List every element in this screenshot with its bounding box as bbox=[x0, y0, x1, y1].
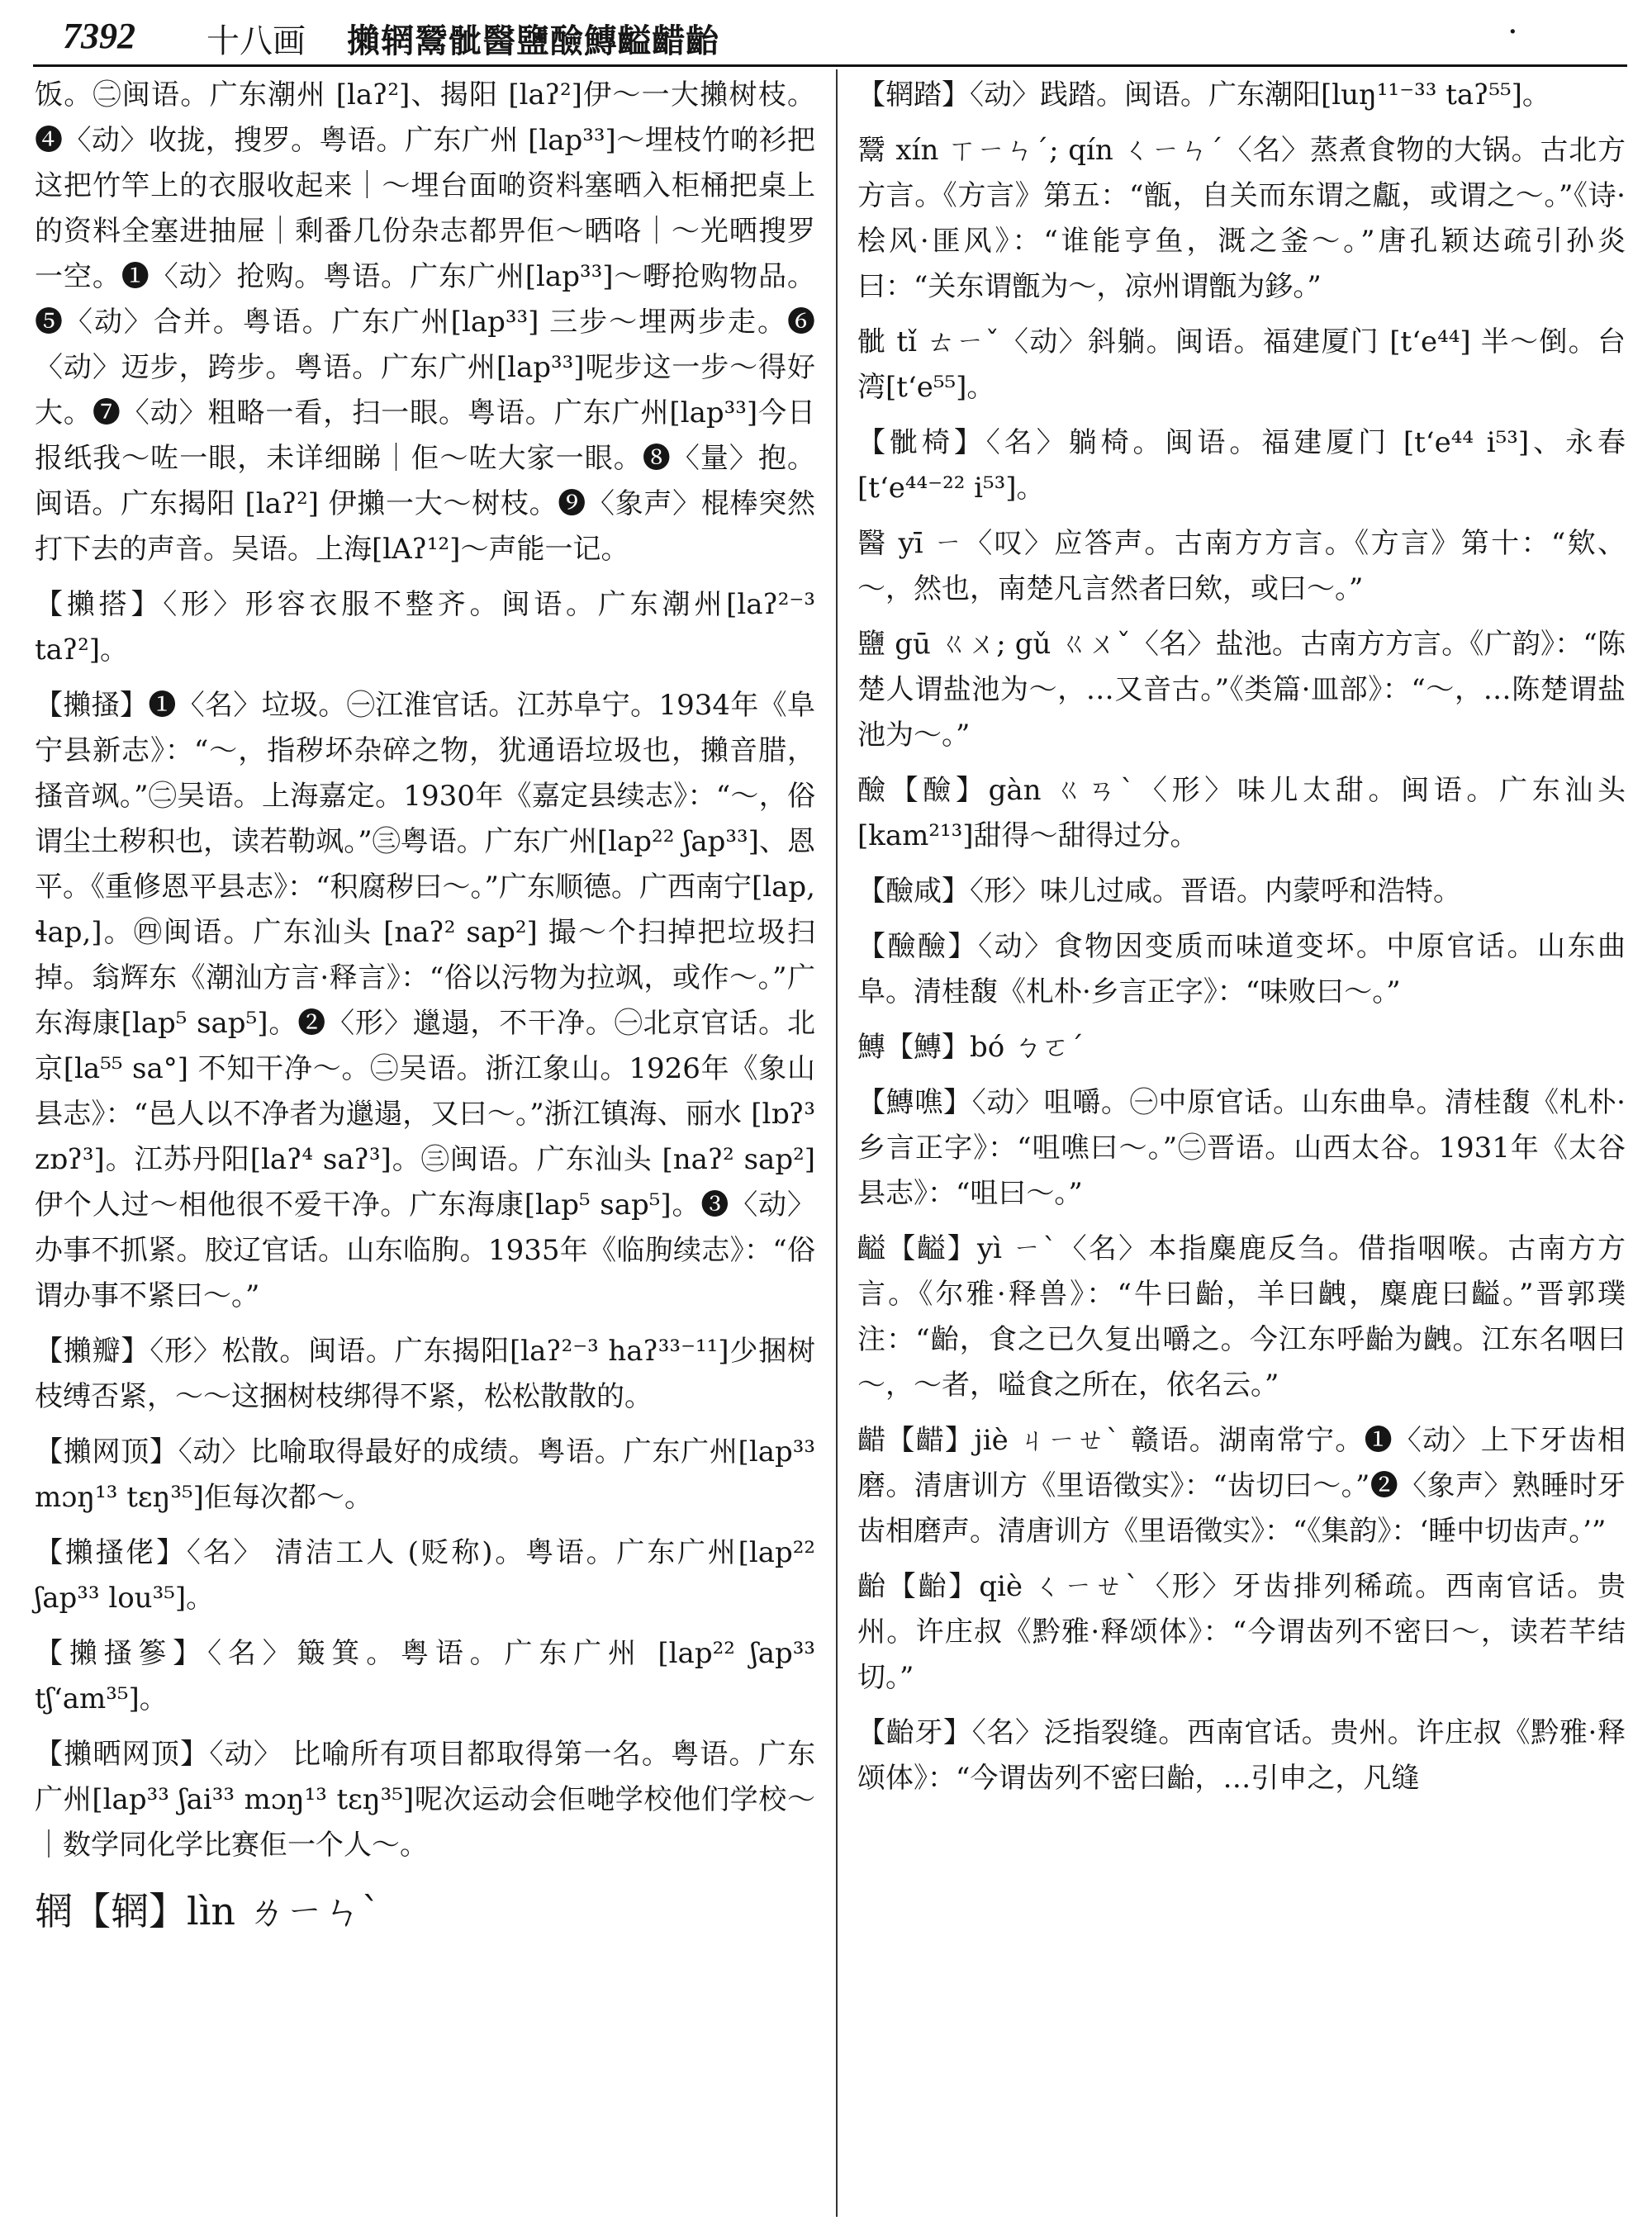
page-header bbox=[33, 10, 1627, 59]
entry-ti: 骴 tǐ ㄊㄧˇ〈动〉斜躺。闽语。福建厦门 [tʻe⁴⁴] 半～倒。台湾[tʻe⁵⁵]。 bbox=[857, 325, 1626, 404]
page-number: 7392 bbox=[63, 16, 135, 56]
entry-la-wang-ding: 【攋网顶】〈动〉比喻取得最好的成绩。粤语。广东广州[lap³³ mɔŋ¹³ tɛŋ³⁵]佢每次都～。 bbox=[35, 1435, 815, 1514]
entry-bo: 鱄【鱄】bó ㄅㄛˊ bbox=[857, 1031, 1085, 1064]
entry-la-shai-wang-ding: 【攋晒网顶】〈动〉 比喻所有项目都取得第一名。粤语。广东广州[lap³³ ʃai³³ mɔŋ¹³ tɛŋ³⁵]呢次运动会佢哋学校他们学校～｜数学同化学比赛佢一个人～。 bbox=[35, 1738, 815, 1862]
column-divider bbox=[836, 69, 838, 2217]
entry-yi-interj: 醫 yī ㄧ〈叹〉应答声。古南方方言。《方言》第十：“欸、～，然也，南楚凡言然者曰欸，或曰～。” bbox=[857, 527, 1626, 605]
entry-lin-heading: 辋【辋】lìn ㄌㄧㄣˋ bbox=[35, 1889, 381, 1933]
entry-gan-tan: 【醶醶】〈动〉食物因变质而味道变坏。中原官话。山东曲阜。清桂馥《札朴·乡言正字》：“味败曰～。” bbox=[857, 930, 1626, 1008]
header-dot: · bbox=[1507, 13, 1518, 51]
entry-qie: 齝【齝】qiè ㄑㄧㄝˋ〈形〉牙齿排列稀疏。西南官话。贵州。许庄叔《黔雅·释颂体》：“今谓齿列不密曰～，读若芊结切。” bbox=[857, 1570, 1626, 1694]
entry-la-sao-can: 【攋搔篸】〈名〉簸箕。粤语。广东广州 [lap²² ʃap³³ tʃʻam³⁵]。 bbox=[35, 1637, 815, 1715]
entry-continuation: 饭。㊁闽语。广东潮州 [laʔ²]、揭阳 [laʔ²]伊～一大攋树枝。❹〈动〉收拢，搜罗。粤语。广东广州 [lap³³]～埋枝竹啲衫把这把竹竿上的衣服收起来｜～埋台面啲资料塞晒入柜桶把桌上的资料全塞进抽屉｜剩番几份杂志都畀佢～晒咯｜～光晒搜罗一空。❶〈动〉抢购。粤语。广东广州[lap³³]～嘢抢购物品。❺〈动〉合并。粤语。广东广州[lap³³] 三步～埋两步走。❻〈动〉迈步，跨步。粤语。广东广州[lap³³]呢步这一步～得好大。❼〈动〉粗略一看，扫一眼。粤语。广东广州[lap³³]今日报纸我～咗一眼，未详细睇｜佢～咗大家一眼。❽〈量〉抱。闽语。广东揭阳 [laʔ²] 伊攋一大～树枝。❾〈象声〉棍棒突然打下去的声音。吴语。上海[lAʔ¹²]～声能一记。 bbox=[35, 78, 815, 566]
entry-xin: 鬵 xín ㄒㄧㄣˊ; qín ㄑㄧㄣˊ〈名〉蒸煮食物的大锅。古北方方言。《方言》第五：“甑，自关而东谓之甗，或谓之～。”《诗·桧风·匪风》：“谁能亨鱼，溉之釜～。”唐孔颖达疏引孙炎曰：“关东谓甑为～，凉州谓甑为鉹。” bbox=[857, 134, 1626, 303]
entry-la-ban: 【攋瓣】〈形〉松散。闽语。广东揭阳[laʔ²⁻³ haʔ³³⁻¹¹]少捆树枝缚否紧，～～这捆树枝绑得不紧，松松散散的。 bbox=[35, 1335, 815, 1413]
stroke-section: 十八画 bbox=[206, 22, 306, 60]
entry-gan-xian: 【醶咸】〈形〉味儿过咸。晋语。内蒙呼和浩特。 bbox=[857, 875, 1461, 908]
entry-gan: 醶【醶】gàn ㄍㄢˋ〈形〉味儿太甜。闽语。广东汕头 [kam²¹³]甜得～甜得过分。 bbox=[857, 774, 1626, 852]
left-column bbox=[35, 73, 815, 1944]
header-rule bbox=[33, 64, 1627, 67]
entry-gu: 鹽 gū ㄍㄨ; gǔ ㄍㄨˇ〈名〉盐池。古南方方言。《广韵》：“陈楚人谓盐池为～，…又音古。”《类篇·皿部》：“～，…陈楚谓盐池为～。” bbox=[857, 628, 1626, 752]
entry-bo-jiao: 【鱄噍】〈动〉咀嚼。㊀中原官话。山东曲阜。清桂馥《札朴·乡言正字》：“咀噍曰～。”㊁晋语。山西太谷。1931年《太谷县志》：“咀曰～。” bbox=[857, 1086, 1626, 1210]
entry-yi-throat: 齸【齸】yì ㄧˋ〈名〉本指麋鹿反刍。借指咽喉。古南方方言。《尔雅·释兽》：“牛曰齝，羊曰齥，麋鹿曰齸。”晋郭璞注：“齝，食之已久复出嚼之。今江东呼齝为齥。江东名咽曰～，～者，嗌食之所在，依名云。” bbox=[857, 1232, 1626, 1402]
entry-qie-ya: 【齝牙】〈名〉泛指裂缝。西南官话。贵州。许庄叔《黔雅·释颂体》：“今谓齿列不密曰齝，…引申之，凡缝 bbox=[857, 1716, 1626, 1795]
right-column bbox=[857, 73, 1626, 1801]
entry-lin-ta: 【辋踏】〈动〉践踏。闽语。广东潮阳[luŋ¹¹⁻³³ taʔ⁵⁵]。 bbox=[857, 78, 1550, 112]
entry-ti-yi: 【骴椅】〈名〉躺椅。闽语。福建厦门 [tʻe⁴⁴ i⁵³]、永春[tʻe⁴⁴⁻²² i⁵³]。 bbox=[857, 426, 1626, 505]
entry-jie: 齰【齰】jiè ㄐㄧㄝˋ 赣语。湖南常宁。❶〈动〉上下牙齿相磨。清唐训方《里语徵实》：“齿切曰～。”❷〈象声〉熟睡时牙齿相磨声。清唐训方《里语徵实》：“《集韵》：‘睡中切齿声。’” bbox=[857, 1424, 1626, 1548]
entry-la-da: 【攋搭】〈形〉形容衣服不整齐。闽语。广东潮州[laʔ²⁻³ taʔ²]。 bbox=[35, 588, 815, 667]
entry-la-sao: 【攋搔】❶〈名〉垃圾。㊀江淮官话。江苏阜宁。1934年《阜宁县新志》：“～，指秽坏杂碎之物，犹通语垃圾也，攋音腊，搔音飒。”㊁吴语。上海嘉定。1930年《嘉定县续志》：“～，俗谓尘土秽积也，读若勒飒。”㊂粤语。广东广州[lap²² ʃap³³]、恩平。《重修恩平县志》：“积腐秽曰～。”广东顺德。广西南宁[lap, ɬap,]。㊃闽语。广东汕头 [naʔ² sap²] 撮～个扫掉把垃圾扫掉。翁辉东《潮汕方言·释言》：“俗以污物为拉飒，或作～。”广东海康[lap⁵ sap⁵]。❷〈形〉邋遢，不干净。㊀北京官话。北京[la⁵⁵ sa°] 不知干净～。㊁吴语。浙江象山。1926年《象山县志》：“邑人以不净者为邋遢，又曰～。”浙江镇海、丽水 [lɒʔ³ zɒʔ³]。江苏丹阳[laʔ⁴ saʔ³]。㊂闽语。广东汕头 [naʔ² sap²] 伊个人过～相他很不爱干净。广东海康[lap⁵ sap⁵]。❸〈动〉办事不抓紧。胶辽官话。山东临朐。1935年《临朐续志》：“俗谓办事不紧曰～。” bbox=[35, 689, 815, 1312]
running-headwords: 攋辋鬵骴醫鹽醶鱄齸齰齝 bbox=[347, 21, 719, 60]
entry-la-sao-lao: 【攋搔佬】〈名〉 清洁工人 (贬称)。粤语。广东广州[lap²² ʃap³³ lou³⁵]。 bbox=[35, 1536, 815, 1615]
